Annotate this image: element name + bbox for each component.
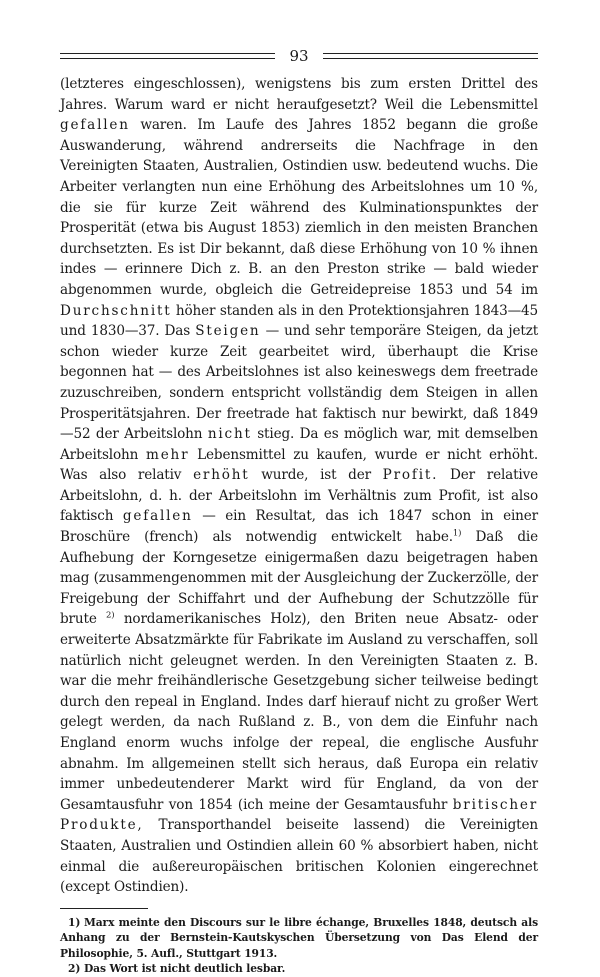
footnote-text: Marx meinte den Discours sur le libre échange, Bruxelles 1848, deutsch als Anhang zu der Bernstein-Kautskyschen Übersetzung von Das Elend der Philosophie, 5. Aufl., Stuttgart 1913. [60, 915, 538, 960]
body-paragraph [60, 74, 538, 898]
emphasis: erhöht [193, 467, 250, 484]
text-run: nordamerikanisches Holz), den Briten neue Absatz- oder erweiterte Absatzmärkte für Fabrikate im Ausland zu verschaffen, soll natürlich nicht geleugnet werden. In den Vereinigten Staaten z. B. war die mehr freihändlerische Gesetzgebung sicher teilweise bedingt durch den repeal in England. Indes darf hierauf nicht zu großer Wert gelegt werden, da nach Rußland z. B., von dem die Einfuhr nach England enorm wuchs infolge der repeal, die englische Ausfuhr abnahm. Im allgemeinen stellt sich heraus, daß Europa ein relativ immer unbedeutenderer Markt wird für England, da von der Gesamtausfuhr von 1854 (ich meine der Gesamtausfuhr [60, 611, 539, 813]
text-run: — und sehr temporäre Steigen, da jetzt schon wieder kurze Zeit gearbeitet wird, überhaupt die Krise begonnen hat — des Arbeitslohnes ist also keineswegs dem freetrade zuzuschreiben, sondern entspricht vollständig dem Steigen in allen Prosperitätsjahren. Der freetrade hat faktisch nur bewirkt, daß 1849—52 der Arbeitslohn [60, 323, 539, 443]
emphasis: gefallen [122, 508, 193, 525]
footnote [60, 961, 538, 977]
footnote [60, 915, 538, 962]
emphasis: Profit. [382, 467, 439, 484]
emphasis: Steigen [195, 323, 261, 340]
page-header [60, 40, 538, 72]
text-run: waren. Im Laufe des Jahres 1852 begann die große Auswanderung, während andrerseits die Nachfrage in den Vereinigten Staaten, Australien, Ostindien usw. bedeutend wuchs. Die Arbeiter verlangten nun eine Erhöhung des Arbeitslohnes um 10 %, die sie für kurze Zeit während des Kulminationspunktes der Prosperität (etwa bis August 1853) ziemlich in den meisten Branchen durchsetzten. Es ist Dir bekannt, daß diese Erhöhung von 10 % ihnen indes — erinnere Dich z. B. an den Preston strike — bald wieder abgenommen wurde, obgleich die Getreidepreise 1853 und 54 im [60, 117, 539, 298]
footnotes [60, 915, 538, 977]
text-run: Lebensmittel zu kaufen, wurde er nicht erhöht. Was also relativ [60, 446, 539, 484]
book-page [60, 40, 538, 977]
text-run: Transporthandel beiseite lassend) die Vereinigten Staaten, Australien und Ostindien allein 60 % absorbiert haben, nicht einmal die außereuropäischen britischen Kolonien eingerechnet (except Ostindien). [60, 817, 538, 896]
text-run: stieg. Da es möglich war, mit demselben Arbeitslohn [60, 426, 538, 463]
emphasis: nicht [207, 426, 252, 443]
footnote-marker: 1) [68, 915, 81, 929]
header-rule-right [323, 53, 538, 59]
footnote-ref: 2) [106, 610, 115, 621]
emphasis: britischer Produkte, [60, 796, 539, 834]
emphasis: Durchschnitt [60, 302, 172, 319]
footnote-marker: 2) [68, 962, 81, 976]
emphasis: mehr [146, 446, 190, 463]
text-run: (letzteres eingeschlossen), wenigstens bis zum ersten Drittel des Jahres. Warum ward er nicht heraufgesetzt? Weil die Lebensmittel [60, 76, 538, 113]
footnote-text: Das Wort ist nicht deutlich lesbar. [84, 962, 286, 976]
text-run: Der relative Arbeitslohn, d. h. der Arbeitslohn im Verhältnis zum Profit, ist also faktisch [60, 467, 539, 525]
footnote-ref: 1) [452, 528, 462, 539]
emphasis: gefallen [60, 117, 130, 134]
text-run: — ein Resultat, das ich 1847 schon in einer Broschüre (french) als notwendig entwickelt habe. [60, 508, 539, 546]
text-run: höher standen als in den Protektionsjahren 1843—45 und 1830—37. Das [60, 302, 539, 340]
footnote-separator [60, 908, 148, 909]
header-rule-left [60, 53, 275, 59]
text-run: Daß die Aufhebung der Korngesetze einigermaßen dazu beigetragen haben mag (zusammengenommen mit der Ausgleichung der Zuckerzölle, der Freigebung der Schiffahrt und der Aufhebung der Schutzzölle für brute [60, 529, 539, 628]
text-run: wurde, ist der [261, 467, 371, 484]
page-number: 93 [289, 47, 309, 65]
